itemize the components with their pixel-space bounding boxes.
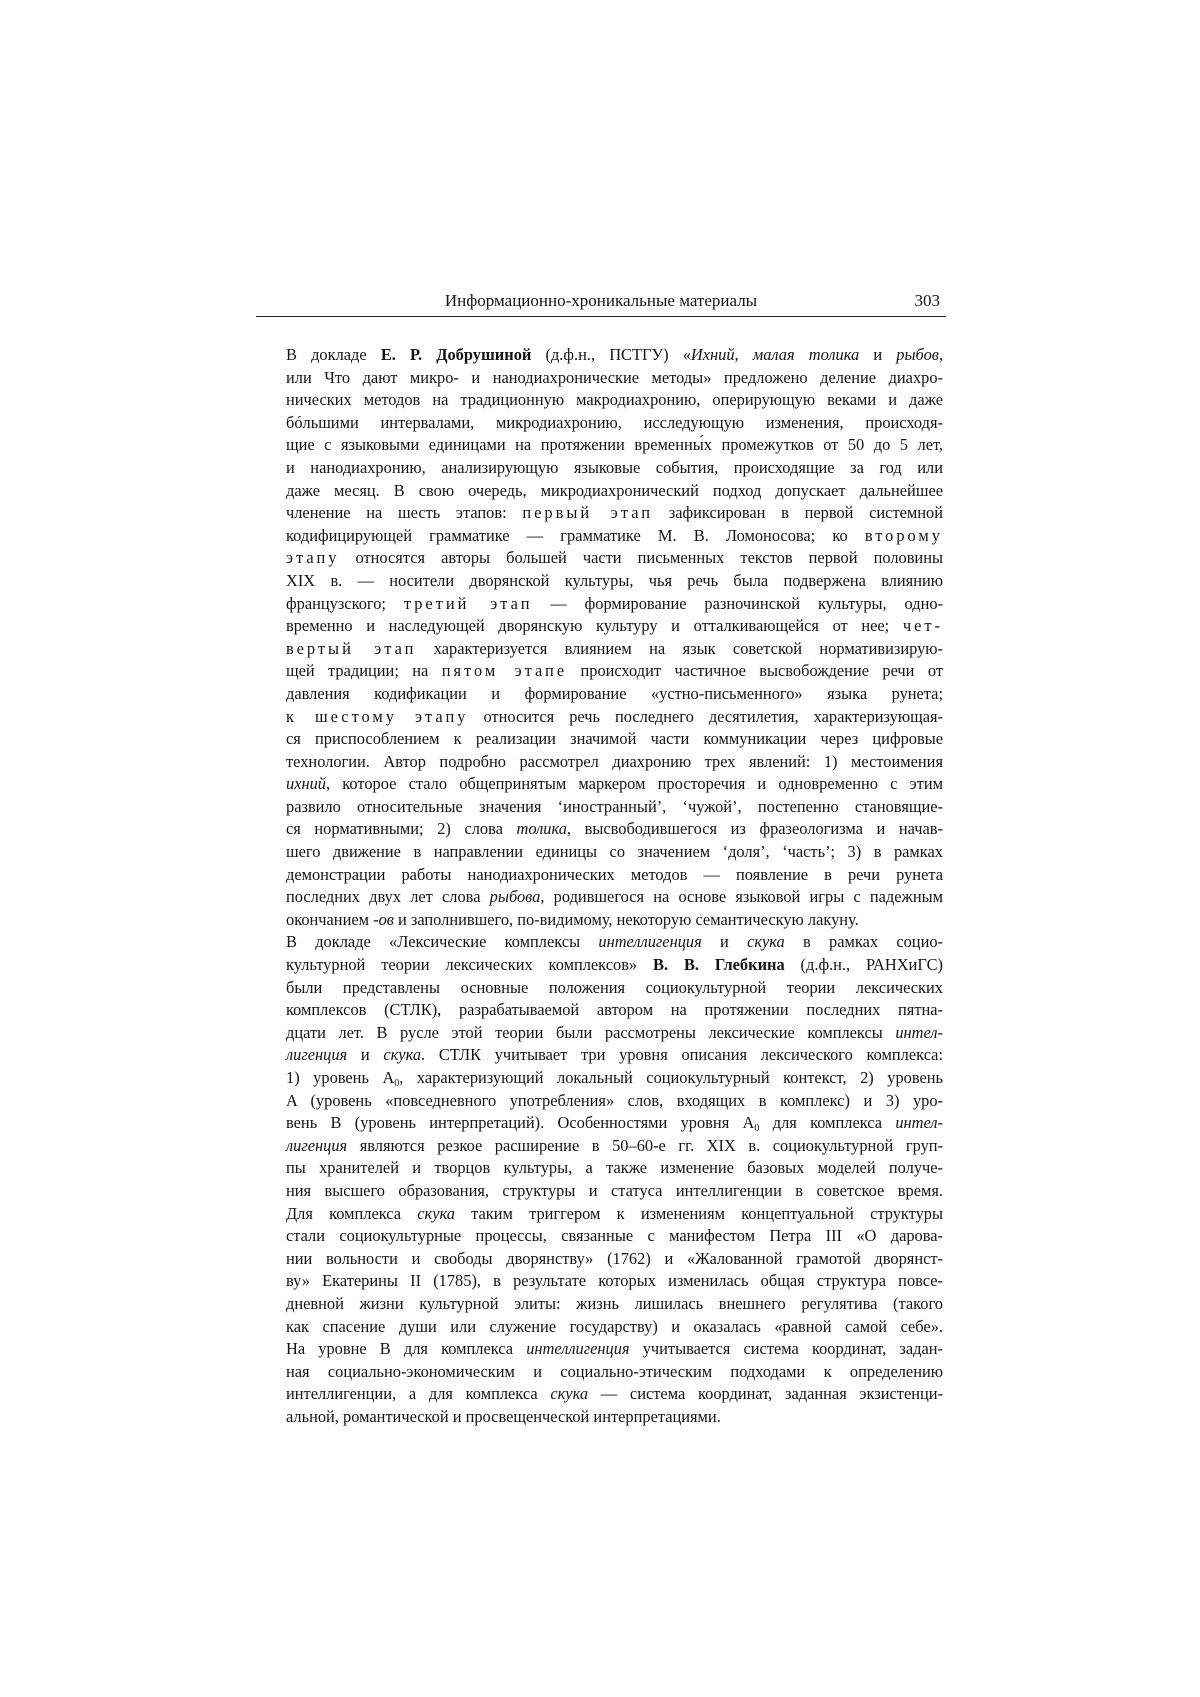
text-run: 1) уровень A bbox=[286, 1068, 395, 1087]
text-run: — формирование разночинской культуры, одно- bbox=[532, 593, 943, 613]
text-line bbox=[259, 706, 943, 729]
text-run: (д.ф.н., РАНХиГС) bbox=[784, 955, 943, 975]
spaced-term: первый этап bbox=[522, 503, 654, 523]
italic-term: интеллигенция bbox=[598, 932, 702, 952]
text-run: относится речь последнего десятилетия, характеризующая- bbox=[468, 706, 943, 726]
text-line bbox=[259, 1406, 943, 1429]
text-line bbox=[259, 389, 943, 412]
italic-term: рыбов bbox=[896, 345, 939, 364]
text-run: ся нормативными; 2) слова bbox=[286, 819, 517, 839]
text-line bbox=[259, 480, 943, 503]
text-run: (д.ф.н., ПСТГУ) « bbox=[531, 345, 691, 364]
italic-term: ихний bbox=[286, 774, 326, 794]
text-line bbox=[259, 1135, 943, 1158]
text-line bbox=[259, 1180, 943, 1203]
subscript: 0 bbox=[754, 1123, 760, 1135]
text-run: членение на шесть этапов: bbox=[286, 503, 523, 523]
italic-term: лигенция bbox=[286, 1045, 348, 1065]
text-line bbox=[259, 1157, 943, 1180]
text-run: вень B (уровень интерпретаций). Особенностями уровня A bbox=[286, 1113, 755, 1133]
text-run: последних двух лет слова bbox=[286, 887, 490, 907]
text-run: XIX в. — носители дворянской культуры, чья речь была подвержена влиянию bbox=[286, 570, 943, 590]
text-run: относятся авторы большей части письменных текстов первой половины bbox=[339, 548, 943, 568]
text-run: являются резкое расширение в 50–60-е гг. XIX в. социокультурной груп- bbox=[347, 1135, 943, 1155]
text-line bbox=[259, 864, 943, 887]
text-line bbox=[259, 977, 943, 1000]
text-run: и заполнившего, по-видимому, некоторую семантическую лакуну. bbox=[393, 909, 859, 929]
text-run: окончанием bbox=[286, 909, 374, 929]
author-name: Е. Р. Добрушиной bbox=[380, 345, 532, 364]
text-run: дневной жизни культурной элиты: жизнь лишилась внешнего регулятива (такого bbox=[286, 1293, 943, 1313]
text-line bbox=[259, 1203, 943, 1226]
text-run: давления кодификации и формирование «устно-письменного» языка рунета; bbox=[286, 683, 943, 703]
text-line bbox=[259, 434, 943, 457]
italic-term: Ихний bbox=[690, 345, 735, 364]
italic-term: малая толика bbox=[752, 345, 860, 364]
text-run: бóльшими интервалами, микродиахронию, исследующую изменения, происходя- bbox=[286, 412, 943, 432]
text-run: или Что дают микро- и нанодиахронические методы» предложено деление диахро- bbox=[286, 367, 943, 387]
text-line bbox=[259, 683, 943, 706]
paragraph bbox=[259, 931, 943, 1428]
text-run: щей традиции; на bbox=[286, 661, 442, 681]
text-run: , которое стало общепринятым маркером просторечия и одновременно с этим bbox=[326, 774, 943, 794]
text-line bbox=[259, 1225, 943, 1248]
spaced-term: этапу bbox=[286, 548, 340, 568]
running-title: Информационно-хроникальные материалы bbox=[444, 291, 758, 310]
running-header bbox=[256, 290, 946, 317]
text-run: таким триггером к изменениям концептуальной структуры bbox=[454, 1203, 943, 1223]
text-run: стали социокультурные процессы, связанные с манифестом Петра III «О дарова- bbox=[286, 1226, 943, 1246]
text-run: развило относительные значения ‘иностранный’, ‘чужой’, постепенно становящие- bbox=[286, 796, 943, 816]
text-line bbox=[259, 796, 943, 819]
text-line bbox=[259, 1293, 943, 1316]
page-number: 303 bbox=[914, 291, 940, 310]
text-run: . СТЛК учитывает три уровня описания лексического комплекса: bbox=[421, 1045, 943, 1065]
text-run: интеллигенции, а для комплекса bbox=[286, 1384, 551, 1404]
text-line bbox=[259, 660, 943, 683]
text-line bbox=[259, 1270, 943, 1293]
text-run: нии вольности и свободы дворянству» (1762) и «Жалованной грамотой дворянст- bbox=[286, 1248, 943, 1268]
spaced-term: второму bbox=[864, 525, 943, 545]
text-run: пы хранителей и творцов культуры, а также изменение базовых моделей получе- bbox=[286, 1158, 943, 1178]
text-run: A (уровень «повседневного употребления» слов, входящих в комплекс) и 3) уро- bbox=[286, 1090, 943, 1110]
text-run: и bbox=[701, 932, 748, 952]
text-line bbox=[259, 412, 943, 435]
text-line bbox=[259, 841, 943, 864]
text-run: демонстрации работы нанодиахронических методов — появление в речи рунета bbox=[286, 864, 943, 884]
text-run: , bbox=[938, 345, 943, 364]
text-run: , bbox=[734, 345, 753, 364]
text-run: ния высшего образования, структуры и статуса интеллигенции в советское время. bbox=[286, 1180, 943, 1200]
italic-term: скука bbox=[383, 1045, 422, 1065]
text-run: ная социально-экономическим и социально-этическим подходами к определению bbox=[286, 1361, 943, 1381]
subscript: 0 bbox=[394, 1078, 400, 1089]
italic-term: -ов bbox=[373, 909, 394, 929]
text-run: шего движение в направлении единицы со значением ‘доля’, ‘часть’; 3) в рамках bbox=[286, 842, 943, 862]
text-run: как спасение души или служение государству) и оказалась «равной самой себе». bbox=[286, 1316, 943, 1336]
text-line bbox=[259, 818, 943, 841]
text-line bbox=[259, 502, 943, 525]
italic-term: скука bbox=[747, 932, 785, 952]
text-run: Для комплекса bbox=[286, 1203, 418, 1223]
text-run: были представлены основные положения социокультурной теории лексических bbox=[286, 977, 943, 997]
italic-term: интел- bbox=[895, 1022, 943, 1042]
text-line bbox=[259, 344, 943, 367]
text-run: учитывается система координат, задан- bbox=[629, 1339, 943, 1359]
text-line bbox=[259, 1022, 943, 1045]
author-name: В. В. Глебкина bbox=[653, 955, 785, 975]
text-run: щие с языковыми единицами на протяжении временны́х промежутков от 50 до 5 лет, bbox=[286, 435, 943, 455]
text-run: и bbox=[859, 345, 897, 364]
text-line bbox=[259, 999, 943, 1022]
paragraph bbox=[259, 344, 943, 931]
italic-term: рыбова bbox=[489, 887, 541, 907]
text-run: , высвободившегося из фразеологизма и начав- bbox=[566, 819, 943, 839]
text-line bbox=[259, 525, 943, 548]
text-run: даже месяц. В свою очередь, микродиахронический подход допускает дальнейшее bbox=[286, 480, 943, 500]
text-run: нических методов на традиционную макродиахронию, оперирующую веками и даже bbox=[286, 390, 943, 410]
text-run: и bbox=[347, 1045, 384, 1065]
italic-term: интеллигенция bbox=[526, 1339, 630, 1359]
text-line bbox=[259, 615, 943, 638]
text-line bbox=[259, 954, 943, 977]
text-run: для комплекса bbox=[759, 1113, 896, 1133]
text-line bbox=[259, 1248, 943, 1271]
text-run: в рамках социо- bbox=[784, 932, 944, 952]
text-run: комплексов (СТЛК), разрабатываемой автором на протяжении последних пятна- bbox=[286, 1000, 943, 1020]
spaced-term: вертый этап bbox=[286, 638, 417, 658]
text-line bbox=[259, 728, 943, 751]
text-run: В докладе bbox=[286, 345, 381, 364]
text-run: временно и наследующей дворянскую культуру и отталкивающейся от нее; bbox=[286, 616, 903, 636]
text-run: дцати лет. В русле этой теории были рассмотрены лексические комплексы bbox=[286, 1022, 896, 1042]
text-run: ся приспособлением к реализации значимой части коммуникации через цифровые bbox=[286, 729, 943, 749]
text-run: технологии. Автор подробно рассмотрел диахронию трех явлений: 1) местоимения bbox=[286, 751, 943, 771]
text-run: На уровне B для комплекса bbox=[286, 1339, 527, 1359]
text-line bbox=[259, 909, 943, 932]
text-line bbox=[259, 1383, 943, 1406]
text-line bbox=[259, 638, 943, 661]
italic-term: скука bbox=[417, 1203, 455, 1223]
text-line bbox=[259, 886, 943, 909]
text-run: и нанодиахронию, анализирующую языковые события, происходящие за год или bbox=[286, 457, 943, 477]
text-run: альной, романтической и просвещенческой интерпретациями. bbox=[286, 1406, 721, 1426]
text-run: французского; bbox=[286, 593, 404, 613]
text-run: В докладе «Лексические комплексы bbox=[286, 932, 599, 952]
text-line bbox=[259, 1044, 943, 1067]
text-run: характеризуется влиянием на язык советской нормативизирую- bbox=[416, 638, 943, 658]
text-line bbox=[259, 593, 943, 616]
spaced-term: к шестому этапу bbox=[286, 706, 469, 726]
italic-term: интел- bbox=[895, 1113, 943, 1133]
text-run: кодифицирующей грамматике — грамматике М. В. Ломоносова; ко bbox=[286, 525, 865, 545]
text-line bbox=[259, 751, 943, 774]
italic-term: лигенция bbox=[286, 1135, 348, 1155]
text-run: — система координат, заданная экзистенци- bbox=[588, 1384, 943, 1404]
text-run: , родившегося на основе языковой игры с падежным bbox=[540, 887, 943, 907]
text-run: культурной теории лексических комплексов» bbox=[286, 955, 654, 975]
text-line bbox=[259, 773, 943, 796]
italic-term: скука bbox=[550, 1384, 589, 1404]
article-body bbox=[259, 344, 943, 1429]
text-run: зафиксирован в первой системной bbox=[653, 503, 943, 523]
text-line bbox=[259, 1067, 943, 1090]
text-line bbox=[259, 1316, 943, 1339]
text-line bbox=[259, 1090, 943, 1113]
spaced-term: чет- bbox=[902, 616, 943, 636]
text-line bbox=[259, 1112, 943, 1135]
spaced-term: пятом этапе bbox=[441, 661, 568, 681]
text-line bbox=[259, 457, 943, 480]
text-line bbox=[259, 1361, 943, 1384]
spaced-term: третий этап bbox=[403, 593, 533, 613]
text-line bbox=[259, 931, 943, 954]
text-run: , характеризующий локальный социокультурный контекст, 2) уровень bbox=[399, 1068, 943, 1087]
text-line bbox=[259, 1338, 943, 1361]
text-run: происходит частичное высвобождение речи от bbox=[567, 661, 943, 681]
text-line bbox=[259, 570, 943, 593]
text-run: ву» Екатерины II (1785), в результате которых изменилась общая структура повсе- bbox=[286, 1271, 943, 1291]
text-line bbox=[259, 547, 943, 570]
italic-term: толика bbox=[516, 819, 567, 839]
text-line bbox=[259, 367, 943, 390]
